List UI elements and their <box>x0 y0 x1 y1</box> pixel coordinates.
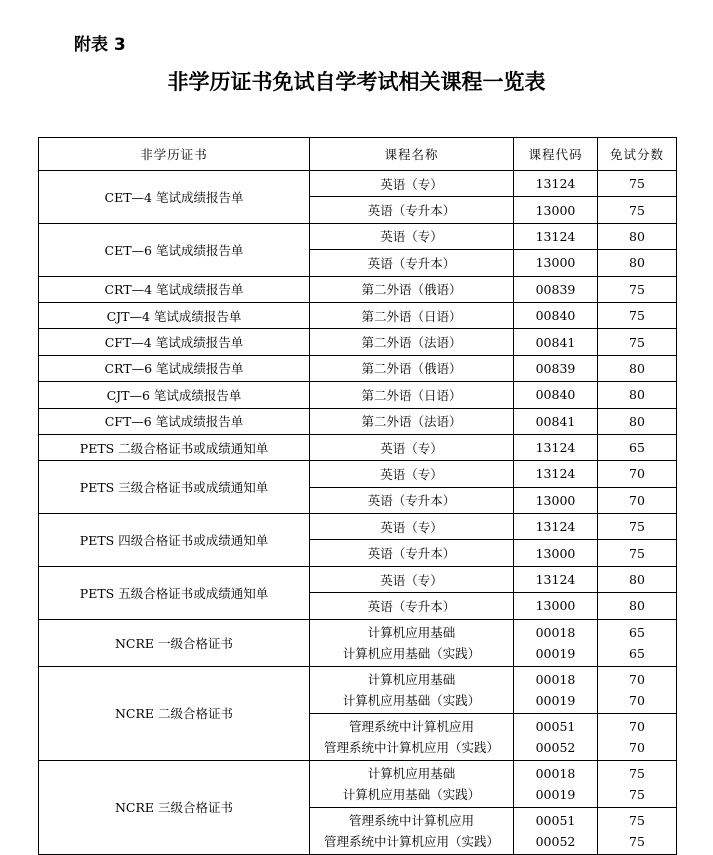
course-code-cell: 13124 <box>514 434 598 460</box>
course-code-cell: 00839 <box>514 355 598 381</box>
exempt-score-cell: 80 <box>598 408 677 434</box>
course-code-cell: 00840 <box>514 382 598 408</box>
course-name-cell <box>310 760 514 807</box>
table-body <box>39 171 677 855</box>
course-name-cell-line: 管理系统中计算机应用 <box>348 718 474 734</box>
course-code-cell <box>514 713 598 760</box>
exempt-score-cell-line: 65 <box>629 624 645 640</box>
exempt-score-cell: 75 <box>598 302 677 328</box>
course-name-cell <box>310 713 514 760</box>
exempt-score-cell: 70 <box>598 461 677 487</box>
course-name-cell: 英语（专升本） <box>310 593 514 619</box>
course-code-cell-line: 00051 <box>535 718 576 734</box>
table-row <box>39 276 677 302</box>
certificate-cell: PETS 三级合格证书或成绩通知单 <box>39 461 310 514</box>
course-code-cell-line: 00052 <box>535 833 576 849</box>
exempt-score-cell <box>598 666 677 713</box>
course-name-cell <box>310 666 514 713</box>
course-name-cell: 英语（专） <box>310 514 514 540</box>
page-title: 非学历证书免试自学考试相关课程一览表 <box>167 70 546 94</box>
exempt-score-cell-line: 75 <box>629 765 645 781</box>
exempt-score-cell: 75 <box>598 197 677 223</box>
certificate-cell: NCRE 二级合格证书 <box>39 666 310 760</box>
course-name-cell-line: 计算机应用基础（实践） <box>342 645 481 661</box>
exempt-score-cell-line: 70 <box>629 718 645 734</box>
course-code-cell-line: 00018 <box>535 624 576 640</box>
certificate-cell: CRT—6 笔试成绩报告单 <box>39 355 310 381</box>
course-code-cell: 13124 <box>514 223 598 249</box>
course-code-cell: 13000 <box>514 197 598 223</box>
exempt-score-cell-line: 70 <box>629 692 645 708</box>
course-name-cell-line: 管理系统中计算机应用 <box>348 812 474 828</box>
table-header <box>39 138 677 171</box>
table-row <box>39 408 677 434</box>
exempt-score-cell: 75 <box>598 540 677 566</box>
exempt-score-cell-line: 70 <box>629 739 645 755</box>
course-name-cell: 第二外语（日语） <box>310 302 514 328</box>
course-code-cell: 13000 <box>514 540 598 566</box>
exempt-score-cell: 80 <box>598 223 677 249</box>
course-code-cell: 13124 <box>514 461 598 487</box>
exempt-score-cell: 80 <box>598 382 677 408</box>
course-name-cell-line: 计算机应用基础 <box>367 671 456 687</box>
course-code-cell: 13124 <box>514 171 598 197</box>
table-row <box>39 619 677 666</box>
course-name-cell: 英语（专） <box>310 171 514 197</box>
exempt-score-cell: 75 <box>598 276 677 302</box>
course-name-cell: 第二外语（日语） <box>310 382 514 408</box>
table-row <box>39 223 677 249</box>
exempt-score-cell <box>598 619 677 666</box>
exempt-score-cell: 75 <box>598 329 677 355</box>
course-name-cell: 第二外语（俄语） <box>310 355 514 381</box>
course-code-cell-line: 00018 <box>535 671 576 687</box>
exempt-score-cell: 65 <box>598 434 677 460</box>
exempt-score-cell-line: 75 <box>629 812 645 828</box>
course-name-cell-line: 计算机应用基础 <box>367 624 456 640</box>
header-row <box>39 138 677 171</box>
certificate-cell: PETS 五级合格证书或成绩通知单 <box>39 566 310 619</box>
course-code-cell <box>514 619 598 666</box>
table-row <box>39 666 677 713</box>
certificate-cell: CET—4 笔试成绩报告单 <box>39 171 310 224</box>
course-code-cell: 00841 <box>514 408 598 434</box>
exempt-score-cell <box>598 760 677 807</box>
certificate-cell: CFT—4 笔试成绩报告单 <box>39 329 310 355</box>
course-name-cell: 英语（专升本） <box>310 250 514 276</box>
certificate-cell: CET—6 笔试成绩报告单 <box>39 223 310 276</box>
course-name-cell-line: 管理系统中计算机应用（实践） <box>323 833 499 849</box>
course-name-cell: 第二外语（法语） <box>310 408 514 434</box>
course-code-cell: 13000 <box>514 593 598 619</box>
exempt-score-cell: 80 <box>598 593 677 619</box>
exempt-score-cell-line: 75 <box>629 786 645 802</box>
course-code-cell: 13124 <box>514 566 598 592</box>
table-row <box>39 382 677 408</box>
course-code-cell: 00841 <box>514 329 598 355</box>
exempt-score-cell: 75 <box>598 514 677 540</box>
certificate-cell: CJT—4 笔试成绩报告单 <box>39 302 310 328</box>
course-name-cell: 第二外语（俄语） <box>310 276 514 302</box>
exempt-score-cell: 80 <box>598 566 677 592</box>
course-name-cell: 英语（专升本） <box>310 197 514 223</box>
course-code-cell <box>514 807 598 854</box>
exempt-score-cell: 80 <box>598 250 677 276</box>
course-code-cell-line: 00052 <box>535 739 576 755</box>
course-name-cell: 英语（专） <box>310 434 514 460</box>
course-code-cell-line: 00051 <box>535 812 576 828</box>
course-name-cell: 英语（专） <box>310 461 514 487</box>
table-row <box>39 302 677 328</box>
course-code-cell: 13000 <box>514 487 598 513</box>
exempt-score-cell: 70 <box>598 487 677 513</box>
course-code-cell <box>514 666 598 713</box>
course-code-cell: 00840 <box>514 302 598 328</box>
course-name-cell: 英语（专升本） <box>310 487 514 513</box>
course-name-cell-line: 计算机应用基础 <box>367 765 456 781</box>
exempt-score-cell <box>598 713 677 760</box>
course-name-cell-line: 管理系统中计算机应用（实践） <box>323 739 499 755</box>
exempt-score-cell <box>598 807 677 854</box>
exemption-table <box>38 137 677 855</box>
certificate-cell: CJT—6 笔试成绩报告单 <box>39 382 310 408</box>
appendix-label: 附表 3 <box>74 35 126 55</box>
course-name-cell <box>310 807 514 854</box>
header-certificate: 非学历证书 <box>39 138 310 171</box>
table-row <box>39 514 677 540</box>
exempt-score-cell: 80 <box>598 355 677 381</box>
table-row <box>39 329 677 355</box>
certificate-cell: NCRE 一级合格证书 <box>39 619 310 666</box>
header-course-name: 课程名称 <box>310 138 514 171</box>
certificate-cell: PETS 二级合格证书或成绩通知单 <box>39 434 310 460</box>
course-code-cell-line: 00019 <box>535 692 576 708</box>
exempt-score-cell: 75 <box>598 171 677 197</box>
table-row <box>39 760 677 807</box>
course-code-cell-line: 00019 <box>535 645 576 661</box>
course-name-cell: 英语（专） <box>310 223 514 249</box>
exempt-score-cell-line: 70 <box>629 671 645 687</box>
header-exempt-score: 免试分数 <box>598 138 677 171</box>
course-name-cell: 英语（专） <box>310 566 514 592</box>
exempt-score-cell-line: 75 <box>629 833 645 849</box>
table-row <box>39 355 677 381</box>
table-row <box>39 566 677 592</box>
course-code-cell: 00839 <box>514 276 598 302</box>
table-row <box>39 171 677 197</box>
certificate-cell: NCRE 三级合格证书 <box>39 760 310 854</box>
course-name-cell-line: 计算机应用基础（实践） <box>342 786 481 802</box>
course-name-cell: 第二外语（法语） <box>310 329 514 355</box>
course-name-cell <box>310 619 514 666</box>
course-code-cell: 13124 <box>514 514 598 540</box>
table-row <box>39 461 677 487</box>
certificate-cell: CRT—4 笔试成绩报告单 <box>39 276 310 302</box>
course-name-cell: 英语（专升本） <box>310 540 514 566</box>
exempt-score-cell-line: 65 <box>629 645 645 661</box>
header-course-code: 课程代码 <box>514 138 598 171</box>
course-code-cell <box>514 760 598 807</box>
course-code-cell-line: 00018 <box>535 765 576 781</box>
course-code-cell: 13000 <box>514 250 598 276</box>
certificate-cell: PETS 四级合格证书或成绩通知单 <box>39 514 310 567</box>
certificate-cell: CFT—6 笔试成绩报告单 <box>39 408 310 434</box>
course-name-cell-line: 计算机应用基础（实践） <box>342 692 481 708</box>
table-row <box>39 434 677 460</box>
course-code-cell-line: 00019 <box>535 786 576 802</box>
